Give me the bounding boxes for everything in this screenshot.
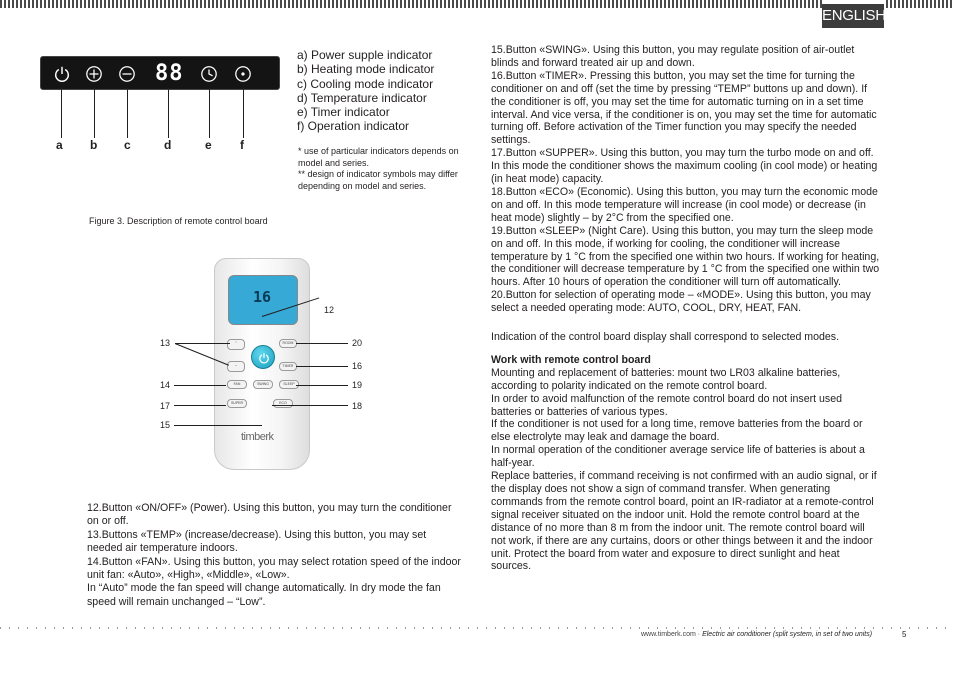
footer xyxy=(641,631,872,638)
paragraph: 14.Button «FAN». Using this button, you may select rotation speed of the indoor unit fan: «Auto», «High», «Middle», «Low». xyxy=(87,555,461,582)
indicator-item: d) Temperature indicator xyxy=(297,90,427,105)
plus-circle-icon xyxy=(85,65,103,83)
indicator-item: b) Heating mode indicator xyxy=(297,62,435,77)
left-column-text xyxy=(87,502,464,609)
indicator-item: e) Timer indicator xyxy=(297,105,390,120)
power-button xyxy=(251,345,275,369)
leader-line xyxy=(243,88,244,138)
figure-caption: Figure 3. Description of remote control board xyxy=(89,216,268,226)
indicator-panel xyxy=(40,56,280,90)
footnote: ** design of indicator symbols may differ depending on model and series. xyxy=(298,169,458,191)
top-stripe-left xyxy=(0,0,822,8)
brand-logo: timberk xyxy=(241,431,274,443)
footer-product: Electric air conditioner (split system, in set of two units) xyxy=(702,631,873,638)
footer-divider xyxy=(0,627,954,629)
paragraph: 18.Button «ECO» (Economic). Using this button, you may turn the economic mode on and off. In this mode temperature will increase (in cool mode) or decrease (in heat mode) slightly – by 2°C from the specified one. xyxy=(491,185,878,224)
callout-line xyxy=(272,405,348,406)
indicator-item: f) Operation indicator xyxy=(297,119,410,134)
timer-button: TIMER xyxy=(279,362,297,371)
indicator-letter: c xyxy=(124,138,131,152)
dot-circle-icon xyxy=(234,65,252,83)
power-icon xyxy=(258,352,270,364)
indicator-letter: b xyxy=(90,138,98,152)
indicator-item: c) Cooling mode indicator xyxy=(297,76,434,91)
footer-separator: · xyxy=(695,631,703,638)
callout-number: 18 xyxy=(352,401,363,411)
callout-number: 15 xyxy=(160,420,171,430)
temp-up-button: ⌃ xyxy=(227,339,245,350)
footnote: * use of particular indicators depends on model and series. xyxy=(298,146,459,168)
seven-segment-display: 88 xyxy=(155,61,184,86)
top-stripe-right xyxy=(886,0,954,8)
paragraph: Indication of the control board display shall correspond to selected modes. xyxy=(491,331,840,344)
paragraph: 12.Button «ON/OFF» (Power). Using this button, you may turn the conditioner on or off. xyxy=(87,502,452,528)
temp-down-button: ⌄ xyxy=(227,361,245,372)
clock-icon xyxy=(200,65,218,83)
callout-number: 19 xyxy=(352,380,363,390)
leader-line xyxy=(94,88,95,138)
section-heading: Work with remote control board xyxy=(491,353,651,366)
callout-number: 13 xyxy=(160,338,171,348)
callout-number: 17 xyxy=(160,401,171,411)
paragraph: 19.Button «SLEEP» (Night Care). Using this button, you may turn the sleep mode on and off. In this mode, if working for cooling, the conditioner will increase temperature by 1 °C from the specified one within two hours. If working for heating, the conditioner will decrease temperature by 1 °C from the specified one within two hours. After 10 hours of operation the conditioner will turn off automatically. xyxy=(491,224,880,289)
fan-button: FAN xyxy=(227,380,247,389)
page-number: 5 xyxy=(902,630,907,639)
indicator-list xyxy=(297,48,434,134)
paragraph: 17.Button «SUPPER». Using this button, you may turn the turbo mode on and off. In this mode the conditioner shows the maximum cooling (in cool mode) or heating (in heat mode) capacity. xyxy=(491,147,878,186)
indicator-item: a) Power supple indicator xyxy=(297,48,433,62)
mode-button: ROOM xyxy=(279,339,297,348)
callout-number: 14 xyxy=(160,380,171,390)
paragraph: 15.Button «SWING». Using this button, you may regulate position of air-outlet blinds and forward treated air up and down. xyxy=(491,44,855,69)
paragraph: If the conditioner is not used for a long time, remove batteries from the board or else electrolyte may leak and damage the board. xyxy=(491,418,863,444)
callout-number: 16 xyxy=(352,361,363,371)
power-icon xyxy=(53,65,71,83)
paragraph: 20.Button for selection of operating mode – «MODE». Using this button, you may select a needed operating mode: AUTO, COOL, DRY, HEAT, FAN. xyxy=(491,289,871,315)
footer-site: www.timberk.com xyxy=(641,631,696,638)
indicator-notes xyxy=(298,146,468,192)
callout-line xyxy=(296,366,348,367)
callout-line xyxy=(174,425,262,426)
paragraph: Mounting and replacement of batteries: mount two LR03 alkaline batteries, according to polarity indicated on the remote control board. xyxy=(491,366,841,392)
swing-button: SWING xyxy=(253,380,273,389)
callout-line xyxy=(296,385,348,386)
eco-button: ECO xyxy=(273,399,293,408)
remote-screen xyxy=(228,275,298,325)
super-button: SUPER xyxy=(227,399,247,408)
paragraph: In normal operation of the conditioner average service life of batteries is about a half-year. xyxy=(491,444,865,470)
callout-number: 20 xyxy=(352,338,363,348)
leader-line xyxy=(209,88,210,138)
leader-line xyxy=(61,88,62,138)
minus-circle-icon xyxy=(118,65,136,83)
indicator-letter: f xyxy=(240,138,244,152)
indicator-letter: a xyxy=(56,138,63,152)
leader-line xyxy=(127,88,128,138)
paragraph: In order to avoid malfunction of the remote control board do not insert used batteries or batteries of various types. xyxy=(491,392,842,418)
right-column-text xyxy=(491,44,880,573)
indicator-letter: e xyxy=(205,138,212,152)
callout-line xyxy=(296,343,348,344)
remote-screen-temp: 16 xyxy=(253,288,272,306)
callout-line xyxy=(174,405,226,406)
sleep-button: SLEEP xyxy=(279,380,299,389)
leader-line xyxy=(168,88,169,138)
callout-line xyxy=(175,343,230,344)
paragraph: Replace batteries, if command receiving is not confirmed with an audio signal, or if the display does not show a sign of command transfer. When generating commands from the remote control board, point an IR-radiator at a remote-control signal receiver situated on the indoor unit. Hold the remote control board at the distance of no more than 8 m from the indoor unit. The remote control board will not work, if there are any curtains, doors or other things between it and the indoor unit. Protect the board from water and exposure to direct sunlight and heat sources. xyxy=(491,470,877,573)
callout-number: 12 xyxy=(324,305,335,315)
callout-line xyxy=(174,385,226,386)
language-badge: ENGLISH xyxy=(822,4,884,28)
paragraph: In “Auto” mode the fan speed will change automatically. In dry mode the fan speed will remain unchanged – “Low”. xyxy=(87,582,441,608)
paragraph: 16.Button «TIMER». Pressing this button, you may set the time for turning the conditioner on and off (set the time by pressing “TEMP” buttons up and down). If the conditioner is off, you may set the time for automatic turning on in a set time interval. And vice versa, if the conditioner is on, you may set the time for automatic turning off. Before activation of the Timer function you may specify the needed settings. xyxy=(491,69,877,147)
indicator-letter: d xyxy=(164,138,172,152)
paragraph: 13.Buttons «TEMP» (increase/decrease). Using this button, you may set needed air temperature indoors. xyxy=(87,528,427,555)
